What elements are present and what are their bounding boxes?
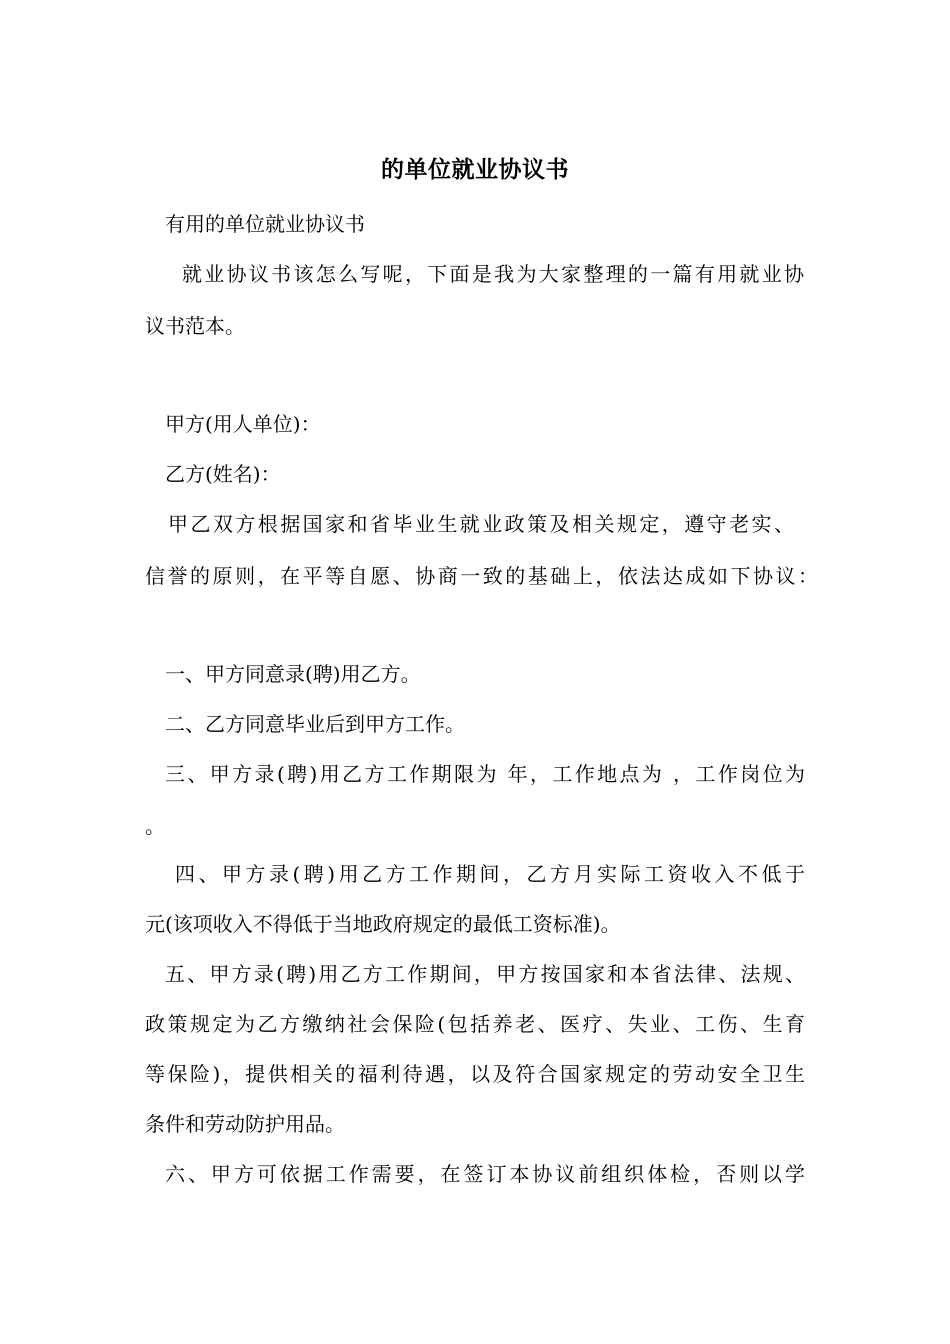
clause-4-line-2: 元(该项收入不得低于当地政府规定的最低工资标准)。 — [145, 912, 621, 936]
clause-5-line-1: 五、甲方录(聘)用乙方工作期间，甲方按国家和本省法律、法规、 — [165, 962, 805, 986]
clause-3-line-2: 。 — [145, 814, 165, 838]
preamble-line-2: 信誉的原则，在平等自愿、协商一致的基础上，依法达成如下协议： — [145, 564, 818, 588]
party-b-line: 乙方(姓名)： — [165, 462, 281, 486]
intro-line-1: 就业协议书该怎么写呢，下面是我为大家整理的一篇有用就业协 — [182, 262, 804, 286]
subtitle-line: 有用的单位就业协议书 — [165, 212, 365, 236]
clause-4-line-1: 四、甲方录(聘)用乙方工作期间，乙方月实际工资收入不低于 — [175, 862, 805, 886]
document-title: 的单位就业协议书 — [381, 156, 569, 183]
clause-5-line-2: 政策规定为乙方缴纳社会保险(包括养老、医疗、失业、工伤、生育 — [145, 1012, 805, 1036]
intro-line-2: 议书范本。 — [145, 314, 245, 338]
clause-1-line: 一、甲方同意录(聘)用乙方。 — [165, 662, 421, 686]
clause-2-line: 二、乙方同意毕业后到甲方工作。 — [165, 712, 465, 736]
clause-3-line-1: 三、甲方录(聘)用乙方工作期限为 年，工作地点为 ，工作岗位为 — [165, 762, 805, 786]
clause-5-line-4: 条件和劳动防护用品。 — [145, 1112, 345, 1136]
clause-6-line-1: 六、甲方可依据工作需要，在签订本协议前组织体检，否则以学 — [165, 1162, 805, 1186]
clause-5-line-3: 等保险)，提供相关的福利待遇，以及符合国家规定的劳动安全卫生 — [145, 1062, 805, 1086]
party-a-line: 甲方(用人单位)： — [165, 412, 321, 436]
preamble-line-1: 甲乙双方根据国家和省毕业生就业政策及相关规定，遵守老实、 — [168, 512, 794, 536]
